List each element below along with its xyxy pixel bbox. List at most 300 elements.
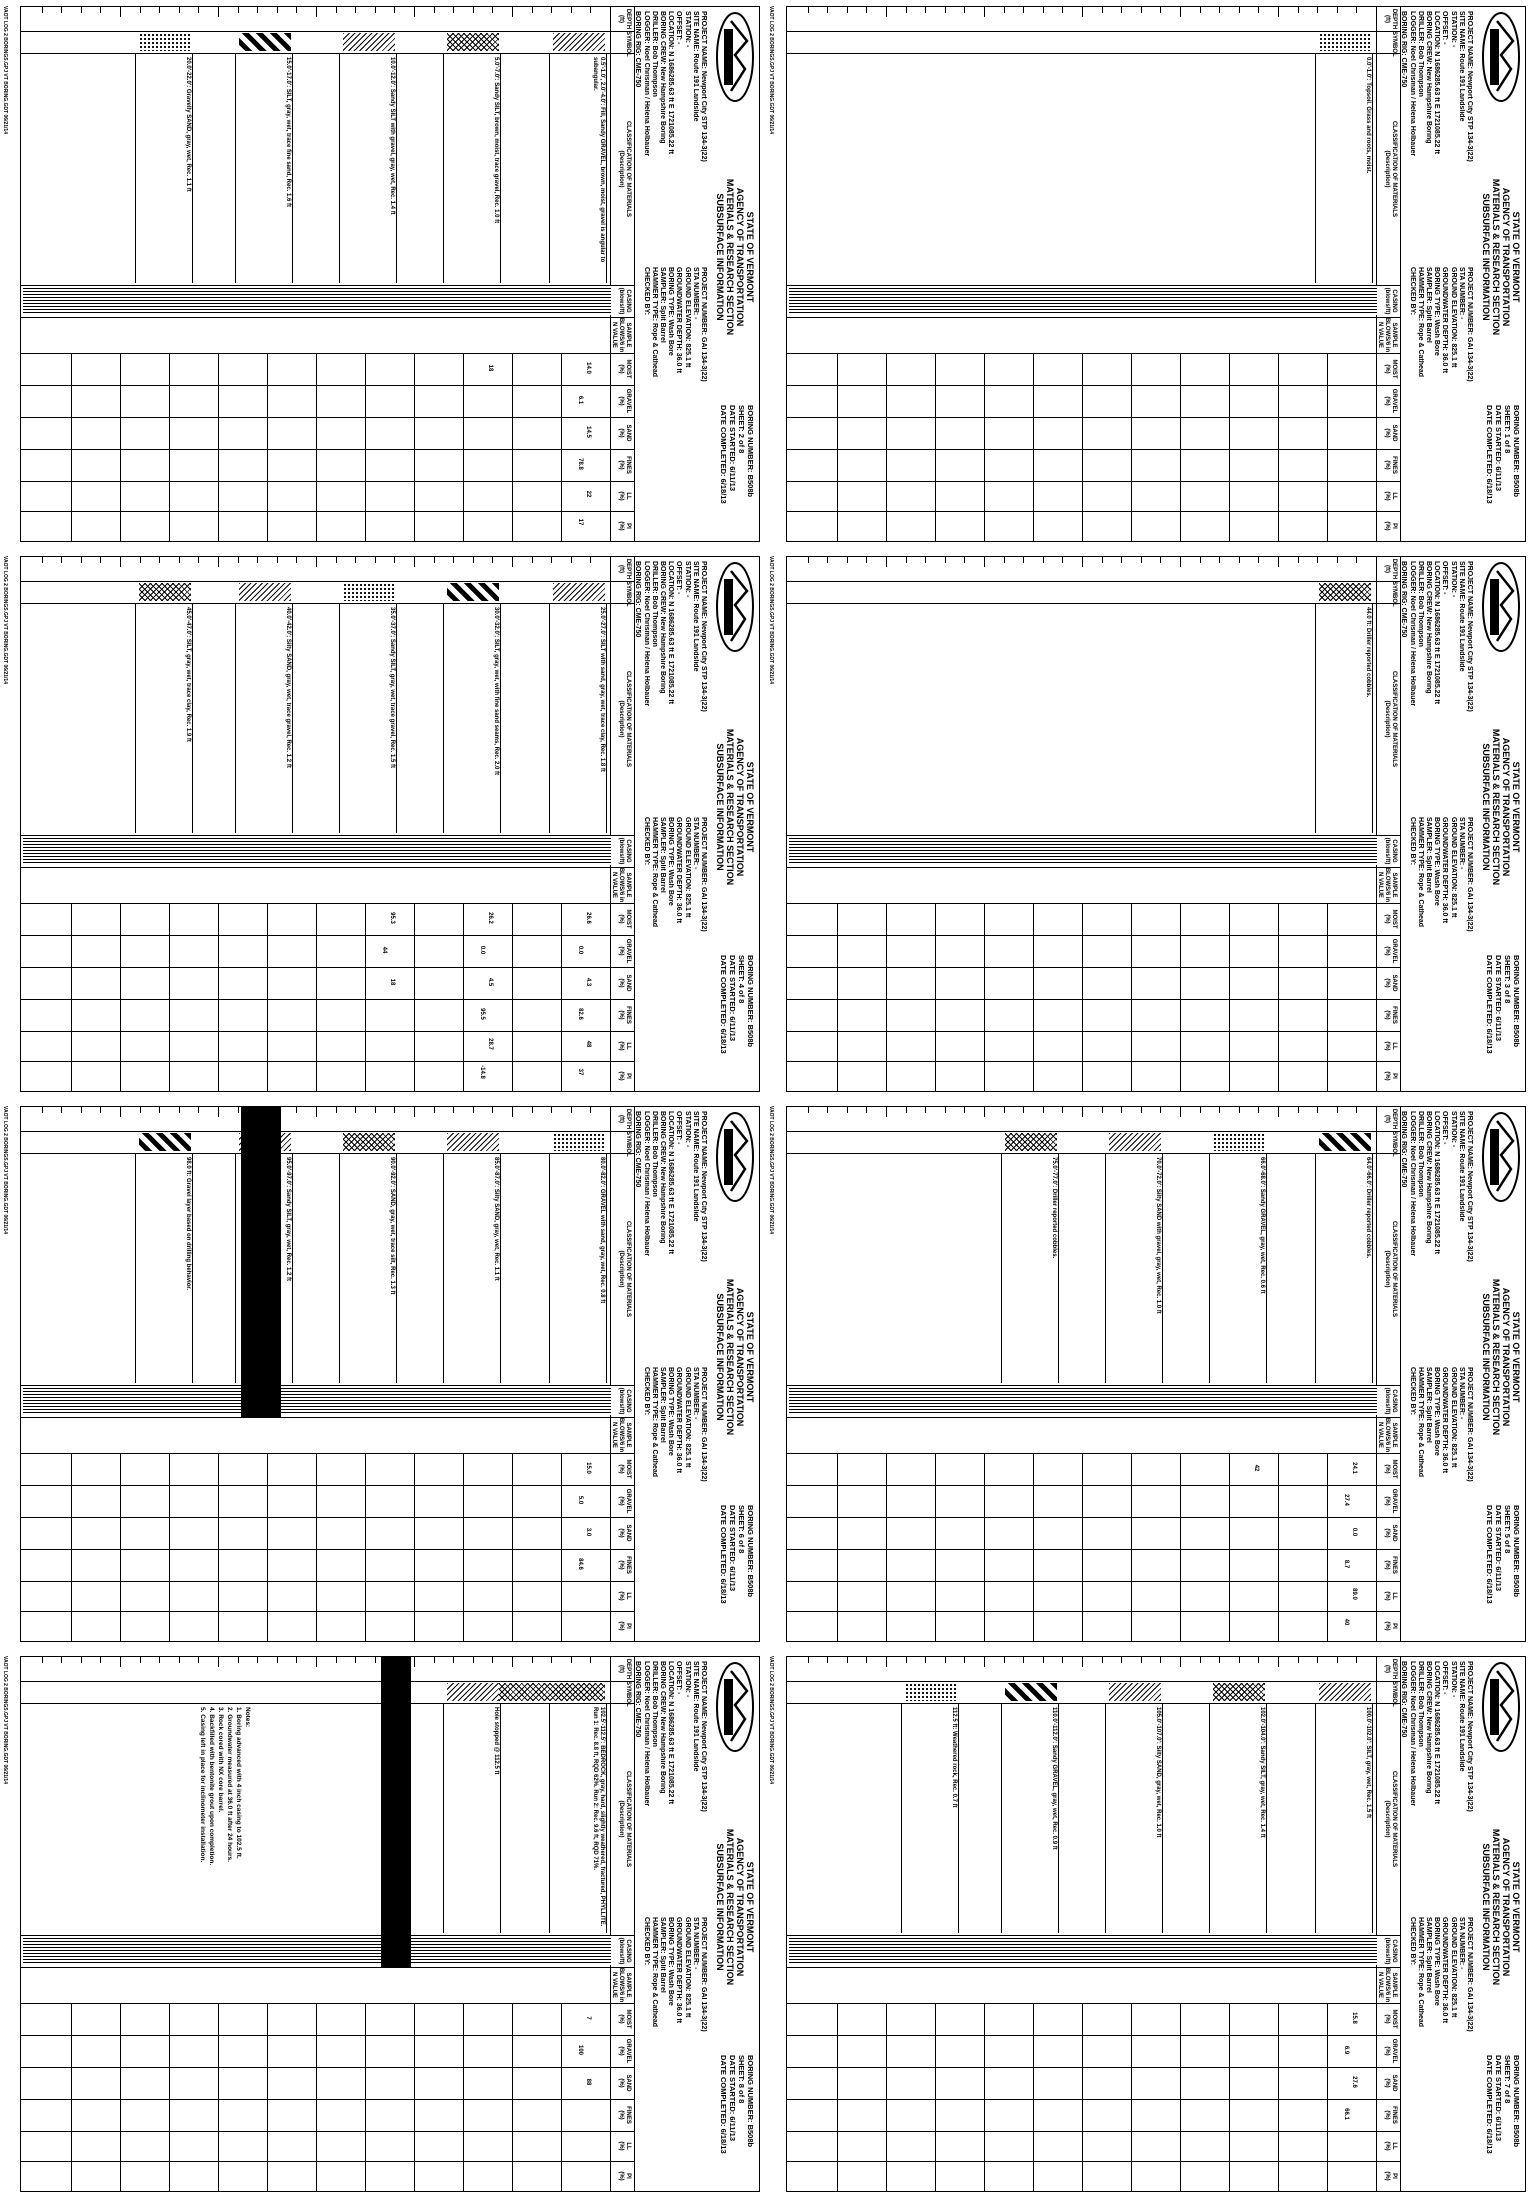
lab-row-line — [316, 903, 317, 1091]
lab-row-line — [169, 903, 170, 1091]
info-label: SUBSURFACE INFORMATION — [715, 743, 725, 871]
lab-row-line — [1327, 903, 1328, 1091]
material-description: 15.0'-17.0': SILT, gray, wet, trace fine sand, Rec. 1.6 ft — [285, 57, 291, 208]
ll-header: LL (%) — [1384, 2141, 1397, 2151]
vtrans-logo-icon — [1481, 1111, 1521, 1203]
log-note: 5. Casing left in place for inclinometer installation. — [199, 1707, 206, 1863]
soil-symbol — [553, 583, 605, 601]
agency-block — [715, 1207, 755, 1507]
log-note: 3. Rock cored with NX core barrel. — [217, 1707, 224, 1813]
boring-number: BORING NUMBER: B508b — [1512, 955, 1521, 1048]
info-label: SUBSURFACE INFORMATION — [1481, 193, 1491, 321]
section-label: MATERIALS & RESEARCH SECTION — [725, 1278, 735, 1436]
site-name: SITE NAME: Route 191 Landslide — [1457, 11, 1465, 122]
log-body — [789, 1657, 1377, 2191]
boring-info — [719, 2055, 755, 2187]
offset: OFFSET: - — [1441, 11, 1449, 45]
sampler: SAMPLER: Split Barrel — [658, 817, 666, 893]
boring-type: BORING TYPE: Wash Bore — [1433, 1367, 1441, 1456]
casing-column — [789, 835, 1377, 865]
station-number: STA NUMBER: - — [1457, 817, 1465, 870]
sand-header: SAND (%) — [1384, 1524, 1397, 1542]
casing-header: CASING (blows/ft) — [1384, 1937, 1397, 1965]
ll-header: LL (%) — [1384, 491, 1397, 501]
hammer-type: HAMMER TYPE: Rope & Cathead — [1416, 1367, 1424, 1478]
soil-symbol — [447, 33, 499, 51]
site-name: SITE NAME: Route 191 Landslide — [1457, 1661, 1465, 1772]
driller: DRILLER: Bob Thompson — [650, 1661, 658, 1747]
material-description: 64.0'-66.0': Driller reported cobbles. — [1365, 1157, 1371, 1259]
groundwater-depth: GROUNDWATER DEPTH: 36.0 ft — [1441, 817, 1449, 924]
soil-symbol — [447, 583, 499, 601]
lab-value: -14.8 — [479, 1065, 485, 1079]
gravel-header: GRAVEL (%) — [618, 1488, 631, 1514]
logger: LOGGER: Noel Chrisman / Helena Holbauer — [1408, 561, 1416, 707]
lab-row-line — [365, 1453, 366, 1641]
lab-row-line — [1278, 1453, 1279, 1641]
lab-value: 14.0 — [585, 362, 591, 374]
agency-block — [715, 1757, 755, 2057]
checked-by: CHECKED BY: — [1408, 1367, 1416, 1416]
lab-row-line — [1180, 2003, 1181, 2191]
log-body — [789, 1107, 1377, 1641]
lab-value: 27.4 — [1343, 1494, 1349, 1506]
state-label: STATE OF VERMONT — [1511, 761, 1521, 853]
agency-label: AGENCY OF TRANSPORTATION — [735, 1287, 745, 1427]
material-description: 44.0 ft: Driller reported cobbles. — [1365, 607, 1371, 698]
agency-label: AGENCY OF TRANSPORTATION — [735, 187, 745, 327]
lab-row-line — [71, 2003, 72, 2191]
log-body — [23, 1107, 611, 1641]
boring-rig: BORING RIG: CME-750 — [634, 561, 642, 638]
moisture-header: MOIST (%) — [1384, 909, 1397, 929]
offset: OFFSET: - — [675, 561, 683, 595]
lab-row-line — [414, 2003, 415, 2191]
groundwater-depth: GROUNDWATER DEPTH: 36.0 ft — [675, 1917, 683, 2024]
project-number: PROJECT NUMBER: GAI 134-3(22) — [700, 817, 707, 932]
lab-row-line — [935, 903, 936, 1091]
lab-row-line — [1278, 903, 1279, 1091]
lab-row-line — [886, 1453, 887, 1641]
lab-row-line — [316, 353, 317, 541]
lab-row-line — [1229, 903, 1230, 1091]
material-description: 110.0'-112.0': Sandy GRAVEL, gray, wet, Rec. 0.9 ft — [1051, 1707, 1057, 1850]
sample-header: SAMPLE BLOWS/6 in N VALUE — [1377, 317, 1397, 353]
ground-elevation: GROUND ELEVATION: 825.1 ft — [1449, 817, 1457, 918]
project-number: PROJECT NUMBER: GAI 134-3(22) — [700, 1367, 707, 1482]
groundwater-depth: GROUNDWATER DEPTH: 36.0 ft — [675, 1367, 683, 1474]
classification-header: CLASSIFICATION OF MATERIALS (Description) — [618, 1220, 631, 1318]
sheet-number: SHEET: 6 of 8 — [737, 1505, 746, 1554]
pi-header: PI (%) — [1384, 1071, 1397, 1081]
casing-column — [23, 835, 611, 865]
lab-row-line — [984, 1453, 985, 1641]
fines-header: FINES (%) — [618, 456, 631, 474]
ll-header: LL (%) — [1384, 1041, 1397, 1051]
project-name: PROJECT NAME: Newport City STP 134-3(22) — [700, 11, 707, 162]
lab-row-line — [218, 353, 219, 541]
soil-symbol — [1319, 1133, 1371, 1151]
logger: LOGGER: Noel Chrisman / Helena Holbauer — [642, 561, 650, 707]
moisture-header: MOIST (%) — [618, 2009, 631, 2029]
casing-column — [789, 1935, 1377, 1965]
offset: OFFSET: - — [675, 1661, 683, 1695]
project-number: PROJECT NUMBER: GAI 134-3(22) — [1466, 1367, 1473, 1482]
info-label: SUBSURFACE INFORMATION — [1481, 1843, 1491, 1971]
lab-row-line — [935, 2003, 936, 2191]
lab-row-line — [1033, 353, 1034, 541]
gravel-header: GRAVEL (%) — [1384, 2038, 1397, 2064]
column-headers — [610, 1657, 635, 2191]
lab-row-line — [935, 1453, 936, 1641]
depth-header: DEPTH (ft) — [618, 8, 631, 30]
agency-block — [1481, 107, 1521, 407]
lab-row-line — [120, 2003, 121, 2191]
soil-symbol — [1005, 1133, 1057, 1151]
date-started: DATE STARTED: 6/11/13 — [728, 1505, 737, 1591]
soil-symbol — [553, 1133, 605, 1151]
material-description: 102.0'-104.0': Sandy SILT, gray, wet, Rec. 1.4 ft — [1259, 1707, 1265, 1838]
lab-value: 24.1 — [1351, 1462, 1357, 1474]
station: STATION: - — [683, 11, 691, 48]
lab-value: 78.8 — [577, 458, 583, 470]
coordinates: LOCATION: N 1686285.63 ft E 1721085.22 ft — [1433, 1661, 1441, 1805]
material-description: 25.0'-27.0': SILT with sand, gray, wet, trace clay, Rec. 1.8 ft — [599, 607, 605, 772]
lab-value: 82.6 — [577, 1008, 583, 1020]
lab-value: 100 — [577, 2044, 583, 2055]
log-body — [789, 7, 1377, 541]
groundwater-depth: GROUNDWATER DEPTH: 36.0 ft — [1441, 267, 1449, 374]
hammer-type: HAMMER TYPE: Rope & Cathead — [650, 817, 658, 928]
boring-rig: BORING RIG: CME-750 — [634, 1661, 642, 1738]
state-label: STATE OF VERMONT — [1511, 1861, 1521, 1953]
lab-row-line — [365, 353, 366, 541]
coordinates: LOCATION: N 1686285.63 ft E 1721085.22 ft — [1433, 1111, 1441, 1255]
bedrock-band — [381, 1657, 411, 1967]
project-name: PROJECT NAME: Newport City STP 134-3(22) — [1466, 1661, 1473, 1812]
boring-type: BORING TYPE: Wash Bore — [1433, 817, 1441, 906]
hammer-type: HAMMER TYPE: Rope & Cathead — [650, 267, 658, 378]
material-description: 70.0'-72.0': Silty SAND with gravel, gray, wet, Rec. 1.0 ft — [1155, 1157, 1161, 1314]
coordinates: LOCATION: N 1686285.63 ft E 1721085.22 ft — [667, 1661, 675, 1805]
log-body — [23, 557, 611, 1091]
lab-value: 4.3 — [585, 977, 591, 987]
ground-elevation: GROUND ELEVATION: 825.1 ft — [683, 267, 691, 368]
boring-number: BORING NUMBER: B508b — [1512, 2055, 1521, 2148]
agency-block — [1481, 1207, 1521, 1507]
sampler: SAMPLER: Split Barrel — [1424, 267, 1432, 343]
date-completed: DATE COMPLETED: 6/18/13 — [719, 1505, 728, 1604]
soil-symbol — [343, 1133, 395, 1151]
checked-by: CHECKED BY: — [1408, 267, 1416, 316]
section-label: MATERIALS & RESEARCH SECTION — [725, 1828, 735, 1986]
project-name: PROJECT NAME: Newport City STP 134-3(22) — [1466, 11, 1473, 162]
boring-info — [1485, 955, 1521, 1087]
logger: LOGGER: Noel Chrisman / Helena Holbauer — [642, 1661, 650, 1807]
pi-header: PI (%) — [618, 1621, 631, 1631]
boring-number: BORING NUMBER: B508b — [746, 405, 755, 498]
classification-header: CLASSIFICATION OF MATERIALS (Description) — [1384, 120, 1397, 218]
offset: OFFSET: - — [1441, 1661, 1449, 1695]
site-name: SITE NAME: Route 191 Landslide — [691, 1111, 699, 1222]
project-number: PROJECT NUMBER: GAI 134-3(22) — [1466, 267, 1473, 382]
section-label: MATERIALS & RESEARCH SECTION — [1491, 728, 1501, 886]
vtrans-logo-icon — [715, 1111, 755, 1203]
lab-row-line — [1131, 903, 1132, 1091]
footer-label: VAOT LOG 2 BORINGS.GPJ VT BORING.GDT 06/21/14 — [2, 556, 8, 684]
lab-row-line — [365, 903, 366, 1091]
footer-label: VAOT LOG 2 BORINGS.GPJ VT BORING.GDT 06/21/14 — [768, 6, 774, 134]
site-name: SITE NAME: Route 191 Landslide — [691, 561, 699, 672]
symbol-header: SYMBOL — [625, 581, 631, 607]
project-number: PROJECT NUMBER: GAI 134-3(22) — [700, 267, 707, 382]
driller: DRILLER: Bob Thompson — [1416, 1111, 1424, 1197]
lab-row-line — [1327, 1453, 1328, 1641]
log-page-5 — [766, 1100, 1532, 1650]
hammer-type: HAMMER TYPE: Rope & Cathead — [1416, 267, 1424, 378]
vtrans-logo-icon — [715, 11, 755, 103]
log-page-1 — [766, 0, 1532, 550]
log-page-2 — [0, 0, 766, 550]
offset: OFFSET: - — [1441, 1111, 1449, 1145]
info-label: SUBSURFACE INFORMATION — [715, 1293, 725, 1421]
boring-rig: BORING RIG: CME-750 — [1400, 1111, 1408, 1188]
classification-header: CLASSIFICATION OF MATERIALS (Description) — [618, 120, 631, 218]
boring-info — [1485, 1505, 1521, 1637]
checked-by: CHECKED BY: — [642, 817, 650, 866]
lab-value: 27.6 — [1351, 2076, 1357, 2088]
station: STATION: - — [683, 561, 691, 598]
sample-header: SAMPLE BLOWS/6 in N VALUE — [611, 1417, 631, 1453]
boring-number: BORING NUMBER: B508b — [746, 2055, 755, 2148]
soil-symbol — [139, 583, 191, 601]
lab-value: 0.0 — [577, 945, 583, 955]
lab-row-line — [267, 903, 268, 1091]
ll-header: LL (%) — [1384, 1591, 1397, 1601]
lab-value: 28.7 — [487, 1038, 493, 1050]
date-started: DATE STARTED: 6/11/13 — [1494, 405, 1503, 491]
lab-row-line — [561, 2003, 562, 2191]
soil-symbol — [343, 583, 395, 601]
soil-symbol — [1109, 1683, 1161, 1701]
classification-header: CLASSIFICATION OF MATERIALS (Description) — [1384, 670, 1397, 768]
moisture-header: MOIST (%) — [618, 1459, 631, 1479]
material-description: 98.0 ft: Gravel layer based on drilling behavior. — [185, 1157, 191, 1291]
soil-symbol — [905, 1683, 957, 1701]
gravel-header: GRAVEL (%) — [1384, 388, 1397, 414]
lab-row-line — [218, 903, 219, 1091]
lab-row-line — [512, 2003, 513, 2191]
lab-row-line — [984, 353, 985, 541]
lab-value: 40 — [1343, 1618, 1349, 1626]
log-note: Notes: — [244, 1707, 251, 1728]
fines-header: FINES (%) — [618, 1006, 631, 1024]
logger: LOGGER: Noel Chrisman / Helena Holbauer — [642, 1111, 650, 1257]
log-page-8 — [0, 1650, 766, 2200]
casing-column — [23, 285, 611, 315]
lab-row-line — [1131, 1453, 1132, 1641]
lab-value: 17 — [577, 518, 583, 526]
gravel-header: GRAVEL (%) — [618, 938, 631, 964]
station: STATION: - — [683, 1111, 691, 1148]
boring-crew: BORING CREW: New Hampshire Boring — [658, 1661, 666, 1794]
agency-label: AGENCY OF TRANSPORTATION — [735, 1837, 745, 1977]
boring-info — [1485, 405, 1521, 537]
lab-value: 26.2 — [487, 912, 493, 924]
station: STATION: - — [1449, 11, 1457, 48]
boring-info — [719, 405, 755, 537]
log-body — [789, 557, 1377, 1091]
fines-header: FINES (%) — [1384, 1006, 1397, 1024]
driller: DRILLER: Bob Thompson — [1416, 11, 1424, 97]
lab-value: 84.6 — [577, 1558, 583, 1570]
log-header — [1376, 1107, 1525, 1641]
lab-row-line — [1278, 353, 1279, 541]
project-number: PROJECT NUMBER: GAI 134-3(22) — [1466, 1917, 1473, 2032]
symbol-header: SYMBOL — [1391, 1681, 1397, 1707]
project-name: PROJECT NAME: Newport City STP 134-3(22) — [700, 561, 707, 712]
lab-row-line — [512, 353, 513, 541]
log-note: 2. Groundwater measured at 36.0 ft after 24 hours. — [226, 1707, 233, 1862]
offset: OFFSET: - — [675, 11, 683, 45]
lab-row-line — [463, 2003, 464, 2191]
fines-header: FINES (%) — [1384, 1556, 1397, 1574]
lab-row-line — [1327, 353, 1328, 541]
sand-header: SAND (%) — [1384, 424, 1397, 442]
station: STATION: - — [1449, 1661, 1457, 1698]
lab-value: 18 — [389, 978, 395, 986]
coordinates: LOCATION: N 1686285.63 ft E 1721085.22 ft — [667, 11, 675, 155]
lab-row-line — [935, 353, 936, 541]
sheet-number: SHEET: 2 of 8 — [737, 405, 746, 454]
lab-row-line — [886, 903, 887, 1091]
lab-row-line — [71, 1453, 72, 1641]
checked-by: CHECKED BY: — [1408, 1917, 1416, 1966]
sheet-number: SHEET: 7 of 8 — [1503, 2055, 1512, 2104]
lab-row-line — [1180, 353, 1181, 541]
info-label: SUBSURFACE INFORMATION — [1481, 743, 1491, 871]
casing-header: CASING (blows/ft) — [618, 287, 631, 315]
log-header — [1376, 1657, 1525, 2191]
column-headers — [1376, 1657, 1401, 2191]
sand-header: SAND (%) — [1384, 974, 1397, 992]
driller: DRILLER: Bob Thompson — [650, 11, 658, 97]
coordinates: LOCATION: N 1686285.63 ft E 1721085.22 ft — [1433, 561, 1441, 705]
boring-type: BORING TYPE: Wash Bore — [667, 267, 675, 356]
depth-header: DEPTH (ft) — [618, 558, 631, 580]
ll-header: LL (%) — [618, 491, 631, 501]
soil-symbol — [1213, 1133, 1265, 1151]
lab-row-line — [1180, 1453, 1181, 1641]
sheet-number: SHEET: 4 of 8 — [737, 955, 746, 1004]
info-label: SUBSURFACE INFORMATION — [715, 1843, 725, 1971]
casing-header: CASING (blows/ft) — [1384, 287, 1397, 315]
soil-symbol — [139, 33, 191, 51]
project-number: PROJECT NUMBER: GAI 134-3(22) — [1466, 817, 1473, 932]
lab-row-line — [463, 903, 464, 1091]
lab-row-line — [837, 2003, 838, 2191]
station-number: STA NUMBER: - — [691, 267, 699, 320]
soil-symbol — [1109, 1133, 1161, 1151]
boring-crew: BORING CREW: New Hampshire Boring — [1424, 1661, 1432, 1794]
lab-value: 95.5 — [479, 1008, 485, 1020]
pi-header: PI (%) — [1384, 521, 1397, 531]
sampler: SAMPLER: Split Barrel — [1424, 1367, 1432, 1443]
depth-header: DEPTH (ft) — [618, 1108, 631, 1130]
lab-row-line — [414, 353, 415, 541]
state-label: STATE OF VERMONT — [745, 761, 755, 853]
lab-row-line — [169, 2003, 170, 2191]
bedrock-band — [241, 1107, 281, 1417]
lab-value: 88 — [585, 2078, 591, 2086]
lab-value: 5.0 — [577, 1495, 583, 1505]
lab-row-line — [169, 353, 170, 541]
date-started: DATE STARTED: 6/11/13 — [1494, 2055, 1503, 2141]
lab-row-line — [1131, 353, 1132, 541]
date-started: DATE STARTED: 6/11/13 — [728, 405, 737, 491]
date-started: DATE STARTED: 6/11/13 — [1494, 1505, 1503, 1591]
pi-header: PI (%) — [618, 1071, 631, 1081]
material-description: 20.0'-22.0': Gravelly SAND, gray, wet, Rec. 1.1 ft — [185, 57, 191, 192]
material-description: 5.0'-7.0': Sandy SILT, brown, moist, trace gravel, Rec. 1.0 ft — [493, 57, 499, 224]
lab-row-line — [71, 903, 72, 1091]
moisture-header: MOIST (%) — [618, 359, 631, 379]
boring-rig: BORING RIG: CME-750 — [1400, 1661, 1408, 1738]
ll-header: LL (%) — [618, 2141, 631, 2151]
boring-rig: BORING RIG: CME-750 — [634, 1111, 642, 1188]
hammer-type: HAMMER TYPE: Rope & Cathead — [1416, 1917, 1424, 2028]
soil-symbol — [239, 33, 291, 51]
ground-elevation: GROUND ELEVATION: 825.1 ft — [1449, 1367, 1457, 1468]
ground-elevation: GROUND ELEVATION: 825.1 ft — [683, 817, 691, 918]
symbol-header: SYMBOL — [625, 31, 631, 57]
sampler: SAMPLER: Split Barrel — [1424, 817, 1432, 893]
soil-symbol — [447, 1133, 499, 1151]
material-description: 80.0'-82.0': GRAVEL with sand, gray, wet, Rec. 0.8 ft — [599, 1157, 605, 1304]
boring-info — [719, 1505, 755, 1637]
casing-column — [23, 1935, 611, 1965]
footer-label: VAOT LOG 2 BORINGS.GPJ VT BORING.GDT 06/21/14 — [768, 1106, 774, 1234]
sand-header: SAND (%) — [618, 2074, 631, 2092]
agency-label: AGENCY OF TRANSPORTATION — [1501, 187, 1511, 327]
gravel-header: GRAVEL (%) — [1384, 1488, 1397, 1514]
sample-header: SAMPLE BLOWS/6 in N VALUE — [1377, 1967, 1397, 2003]
sampler: SAMPLER: Split Barrel — [1424, 1917, 1432, 1993]
date-completed: DATE COMPLETED: 6/18/13 — [719, 2055, 728, 2154]
boring-type: BORING TYPE: Wash Bore — [667, 1367, 675, 1456]
fines-header: FINES (%) — [618, 1556, 631, 1574]
driller: DRILLER: Bob Thompson — [1416, 1661, 1424, 1747]
sheet-number: SHEET: 8 of 8 — [737, 2055, 746, 2104]
casing-column — [23, 1385, 611, 1415]
moisture-header: MOIST (%) — [618, 909, 631, 929]
date-completed: DATE COMPLETED: 6/18/13 — [719, 955, 728, 1054]
hammer-type: HAMMER TYPE: Rope & Cathead — [650, 1917, 658, 2028]
boring-rig: BORING RIG: CME-750 — [634, 11, 642, 88]
sample-header: SAMPLE BLOWS/6 in N VALUE — [1377, 867, 1397, 903]
log-header — [1376, 7, 1525, 541]
soil-symbol — [1319, 583, 1371, 601]
lab-value: 8.7 — [1343, 1559, 1349, 1569]
lab-row-line — [414, 1453, 415, 1641]
lab-row-line — [120, 1453, 121, 1641]
agency-label: AGENCY OF TRANSPORTATION — [735, 737, 745, 877]
sand-header: SAND (%) — [1384, 2074, 1397, 2092]
column-headers — [610, 7, 635, 541]
classification-header: CLASSIFICATION OF MATERIALS (Description) — [618, 670, 631, 768]
casing-column — [789, 285, 1377, 315]
lab-row-line — [837, 353, 838, 541]
